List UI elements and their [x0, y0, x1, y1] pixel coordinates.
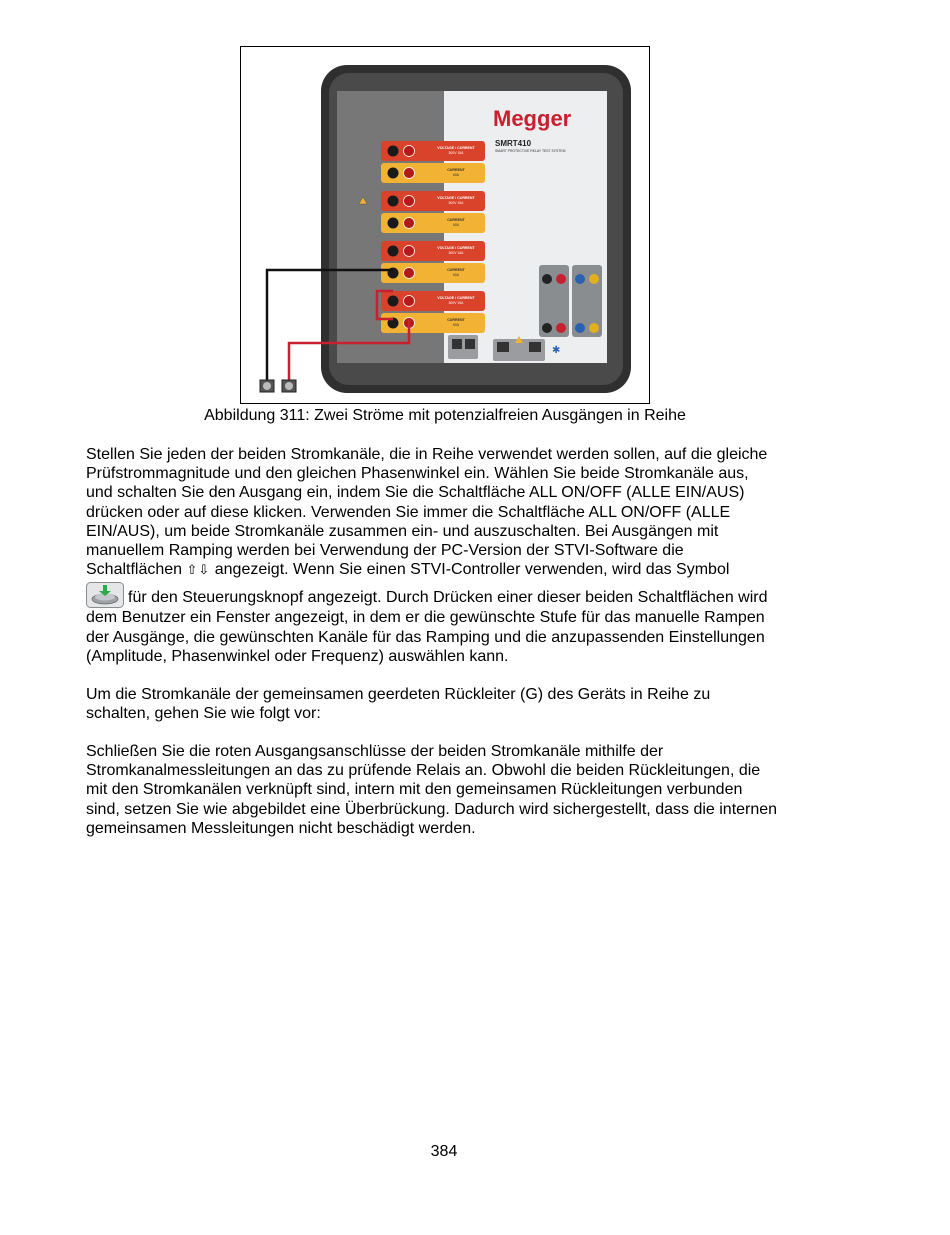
module-label: VOLTAGE / CURRENT	[437, 246, 475, 250]
module-label: CURRENT	[447, 218, 465, 222]
return-terminal	[388, 146, 399, 157]
output-terminal	[404, 146, 415, 157]
model-subtitle: SMART PROTECTIVE RELAY TEST SYSTEM	[495, 149, 566, 153]
module-sublabel: 60A	[452, 273, 460, 277]
text-line: sind, setzen Sie wie abgebildet eine Überbrückung. Dadurch wird sichergestellt, dass die internen	[86, 800, 778, 818]
text-line	[86, 560, 816, 579]
module-label: VOLTAGE / CURRENT	[437, 196, 475, 200]
module-sublabel: 60A	[452, 173, 460, 177]
text-line: (Amplitude, Phasenwinkel oder Frequenz) auswählen kann.	[86, 647, 509, 665]
control-knob-icon	[86, 582, 124, 608]
paragraph-series-setup	[86, 445, 816, 666]
text-line: Schließen Sie die roten Ausgangsanschlüsse der beiden Stromkanäle mithilfe der	[86, 743, 664, 760]
module-sublabel: 300V 15A	[448, 251, 464, 255]
return-terminal	[388, 218, 399, 229]
paragraph-return-series	[86, 685, 816, 723]
output-terminal	[404, 296, 415, 307]
page-number: 384	[430, 1143, 458, 1160]
module-sublabel: 60A	[452, 223, 460, 227]
module-sublabel: 300V 15A	[448, 201, 464, 205]
output-terminal	[404, 168, 415, 179]
output-terminal	[404, 246, 415, 257]
text-line: Um die Stromkanäle der gemeinsamen geerdeten Rückleiter (G) des Geräts in Reihe zu	[86, 686, 711, 703]
up-down-arrows-icon: ⇧⇩	[186, 562, 211, 578]
module-sublabel: 60A	[452, 323, 460, 327]
text-line: drücken oder auf diese klicken. Verwenden Sie immer die Schaltfläche ALL ON/OFF (ALLE	[86, 503, 731, 521]
text-line: dem Benutzer ein Fenster angezeigt, in dem er die gewünschte Stufe für das manuelle Rampen	[86, 609, 765, 627]
module-label: CURRENT	[447, 168, 465, 172]
text-line: manuellem Ramping werden bei Verwendung der PC-Version der STVI-Software die	[86, 542, 684, 560]
text-line: und schalten Sie den Ausgang ein, indem Sie die Schaltfläche ALL ON/OFF (ALLE EIN/AUS)	[86, 484, 745, 502]
text-fragment: angezeigt. Wenn Sie einen STVI-Controller verwenden, wird das Symbol	[210, 561, 730, 579]
return-terminal	[388, 296, 399, 307]
output-terminal	[404, 218, 415, 229]
output-terminal	[404, 196, 415, 207]
text-line: gemeinsamen Messleitungen nicht beschädigt werden.	[86, 819, 476, 837]
module-label: VOLTAGE / CURRENT	[437, 296, 475, 300]
figure-caption: Abbildung 311: Zwei Ströme mit potenzialfreien Ausgängen in Reihe	[204, 407, 686, 424]
module-sublabel: 300V 15A	[448, 301, 464, 305]
text-line: EIN/AUS), um beide Stromkanäle zusammen ein- und auszuschalten. Bei Ausgängen mit	[86, 522, 719, 540]
text-line	[86, 582, 816, 608]
output-terminal	[404, 268, 415, 279]
text-line: schalten, gehen Sie wie folgt vor:	[86, 705, 321, 723]
text-line: der Ausgänge, die gewünschten Kanäle für das Ramping und die anzupassenden Einstellungen	[86, 628, 765, 646]
text-line: Stromkanalmessleitungen an das zu prüfende Relais an. Obwohl die beiden Rückleitungen, die	[86, 762, 761, 780]
return-terminal	[388, 246, 399, 257]
model-label: SMRT410	[495, 139, 532, 148]
text-line: Stellen Sie jeden der beiden Stromkanäle, die in Reihe verwendet werden sollen, auf die gleiche	[86, 446, 768, 463]
text-fragment: Schaltflächen	[86, 561, 187, 579]
device-figure	[240, 46, 650, 404]
bluetooth-icon: ✱	[552, 345, 561, 356]
module-label: CURRENT	[447, 318, 465, 322]
module-label: VOLTAGE / CURRENT	[437, 146, 475, 150]
return-terminal	[388, 168, 399, 179]
text-line: Prüfstrommagnitude und den gleichen Phasenwinkel ein. Wählen Sie beide Stromkanäle aus,	[86, 465, 749, 483]
module-label: CURRENT	[447, 268, 465, 272]
text-line: mit den Stromkanälen verknüpft sind, intern mit den gemeinsamen Rückleitungen verbunden	[86, 781, 743, 799]
text-fragment: für den Steuerungsknopf angezeigt. Durch Drücken einer dieser beiden Schaltflächen wird	[128, 589, 768, 607]
smrt410-illustration	[241, 47, 649, 403]
return-terminal	[388, 196, 399, 207]
paragraph-connection-steps	[86, 742, 816, 838]
brand-logo: Megger	[493, 106, 572, 131]
module-sublabel: 300V 15A	[448, 151, 464, 155]
